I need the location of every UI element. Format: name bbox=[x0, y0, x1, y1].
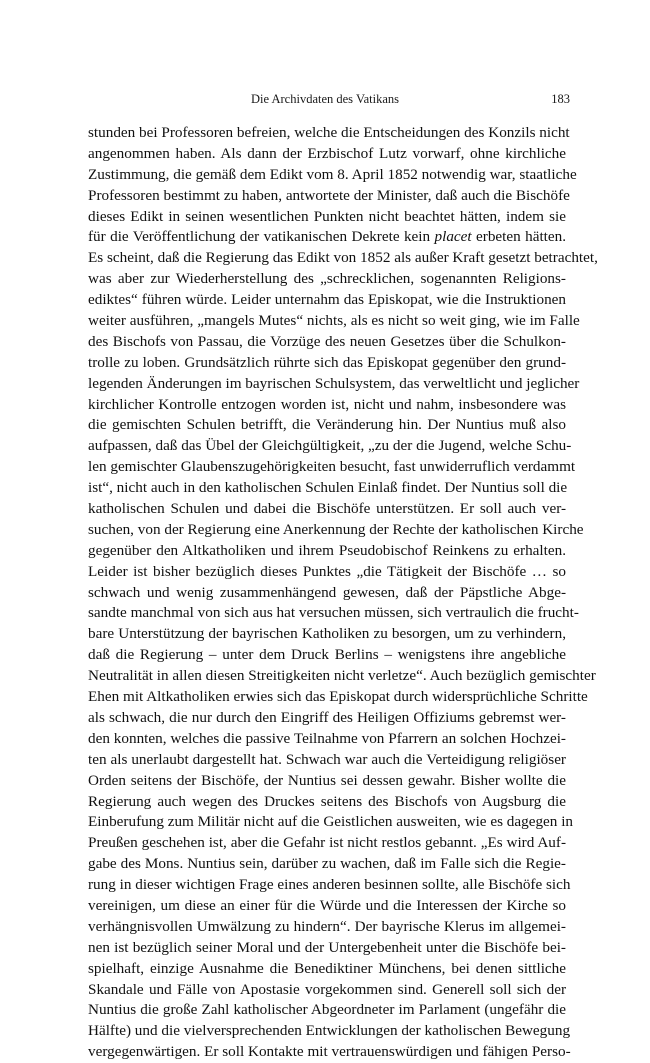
text-line: Neutralität in allen diesen Streitigkeiten nicht verletze“. Auch bezüglich gemischter bbox=[88, 667, 596, 685]
text-line: weiter ausführen, „mangels Mutes“ nichts, als es nicht so weit ging, wie im Falle bbox=[88, 312, 580, 330]
text-line: spielhaft, einzige Ausnahme die Benediktiner Münchens, bei denen sittliche bbox=[88, 959, 566, 977]
text-line: ten als unerlaubt dargestellt hat. Schwach war auch die Verteidigung religiöser bbox=[88, 750, 566, 768]
text-line: angenommen haben. Als dann der Erzbischof Lutz vorwarf, ohne kirchliche bbox=[88, 144, 566, 162]
text-line: Zustimmung, die gemäß dem Edikt vom 8. April 1852 notwendig war, staatliche bbox=[88, 165, 577, 183]
text-line: legenden Änderungen im bayrischen Schulsystem, das verweltlicht und jeglicher bbox=[88, 374, 580, 392]
text-line: Leider ist bisher bezüglich dieses Punktes „die Tätigkeit der Bischöfe … so bbox=[88, 562, 566, 580]
text-line: nen ist bezüglich seiner Moral und der Untergebenheit unter die Bischöfe bei- bbox=[88, 938, 566, 956]
text-line: ediktes“ führen würde. Leider unternahm das Episkopat, wie die Instruktionen bbox=[88, 291, 566, 309]
text-line: sandte manchmal von sich aus hat versuchen müssen, sich vertraulich die frucht- bbox=[88, 604, 579, 622]
text-line: verhängnisvollen Umwälzung zu hindern“. Der bayrische Klerus im allgemei- bbox=[88, 917, 566, 935]
text-line: ist“, nicht auch in den katholischen Schulen Einlaß findet. Der Nuntius soll die bbox=[88, 479, 568, 497]
text-line: was aber zur Wiederherstellung des „schrecklichen, sogenannten Religions- bbox=[88, 270, 566, 288]
text-line: gabe des Mons. Nuntius sein, darüber zu wachen, daß im Falle sich die Regie- bbox=[88, 855, 566, 873]
text-line: suchen, von der Regierung eine Anerkennung der Rechte der katholischen Kirche bbox=[88, 520, 584, 538]
text-line: kirchlicher Kontrolle entzogen worden ist, nicht und nahm, insbesondere was bbox=[88, 395, 566, 413]
text-line: Orden seitens der Bischöfe, der Nuntius sei dessen gewahr. Bisher wollte die bbox=[88, 771, 566, 789]
text-line: Regierung auch wegen des Druckes seitens des Bischofs von Augsburg die bbox=[88, 792, 566, 810]
text-line: stunden bei Professoren befreien, welche die Entscheidungen des Konzils nicht bbox=[88, 124, 570, 141]
page-number: 183 bbox=[551, 92, 570, 106]
text-line: Nuntius die große Zahl katholischer Abgeordneter im Parlament (ungefähr die bbox=[88, 1001, 566, 1019]
text-line: die gemischten Schulen betrifft, die Veränderung hin. Der Nuntius muß also bbox=[88, 416, 566, 434]
text-line: dieses Edikt in seinen wesentlichen Punkten nicht beachtet hätten, indem sie bbox=[88, 207, 566, 225]
text-line: Hälfte) und die vielversprechenden Entwicklungen der katholischen Bewegung bbox=[88, 1022, 571, 1040]
text-line: Preußen geschehen ist, aber die Gefahr ist nicht restlos gebannt. „Es wird Auf- bbox=[88, 834, 566, 852]
text-line: als schwach, die nur durch den Eingriff des Heiligen Offiziums gebremst wer- bbox=[88, 708, 566, 726]
text-line: Einberufung zum Militär nicht auf die Geistlichen ausweiten, wie es dagegen in bbox=[88, 813, 574, 831]
text-line: len gemischter Glaubenszugehörigkeiten besucht, fast unwiderruflich verdammt bbox=[88, 458, 576, 476]
text-line: aufpassen, daß das Übel der Gleichgültigkeit, „zu der die Jugend, welche Schu- bbox=[88, 437, 572, 455]
body-text bbox=[88, 123, 598, 1063]
text-line: bare Unterstützung der bayrischen Katholiken zu besorgen, um zu verhindern, bbox=[88, 625, 566, 643]
text-line: Es scheint, daß die Regierung das Edikt von 1852 als außer Kraft gesetzt betrachtet, bbox=[88, 249, 598, 267]
text-line: vergegenwärtigen. Er soll Kontakte mit vertrauenswürdigen und fähigen Perso- bbox=[88, 1043, 571, 1061]
text-line: Skandale und Fälle von Apostasie vorgekommen sind. Generell soll sich der bbox=[88, 980, 566, 998]
text-line: gegenüber den Altkatholiken und ihrem Pseudobischof Reinkens zu erhalten. bbox=[88, 541, 566, 559]
text-line: vereinigen, um diese an einer für die Würde und die Interessen der Kirche so bbox=[88, 896, 566, 914]
text-line: Professoren bestimmt zu haben, antwortete der Minister, daß auch die Bischöfe bbox=[88, 186, 570, 204]
text-line: den konnten, welches die passive Teilnahme von Pfarrern an solchen Hochzei- bbox=[88, 729, 566, 747]
text-line: für die Veröffentlichung der vatikanischen Dekrete kein placet erbeten hätten. bbox=[88, 228, 567, 246]
text-line: rung in dieser wichtigen Frage eines anderen besinnen sollte, alle Bischöfe sich bbox=[88, 876, 571, 894]
text-line: daß die Regierung – unter dem Druck Berlins – wenigstens ihre angebliche bbox=[88, 646, 566, 664]
running-header bbox=[0, 92, 650, 112]
text-line: katholischen Schulen und dabei die Bischöfe unterstützen. Er soll auch ver- bbox=[88, 500, 566, 518]
text-line: schwach und wenig zusammenhängend gewesen, daß der Päpstliche Abge- bbox=[88, 583, 566, 601]
text-line: des Bischofs von Passau, die Vorzüge des neuen Gesetzes über die Schulkon- bbox=[88, 332, 566, 350]
text-line: trolle zu loben. Grundsätzlich rührte sich das Episkopat gegenüber den grund- bbox=[88, 353, 566, 371]
running-title: Die Archivdaten des Vatikans bbox=[251, 92, 399, 106]
text-line: Ehen mit Altkatholiken erwies sich das Episkopat durch widersprüchliche Schritte bbox=[88, 688, 588, 706]
